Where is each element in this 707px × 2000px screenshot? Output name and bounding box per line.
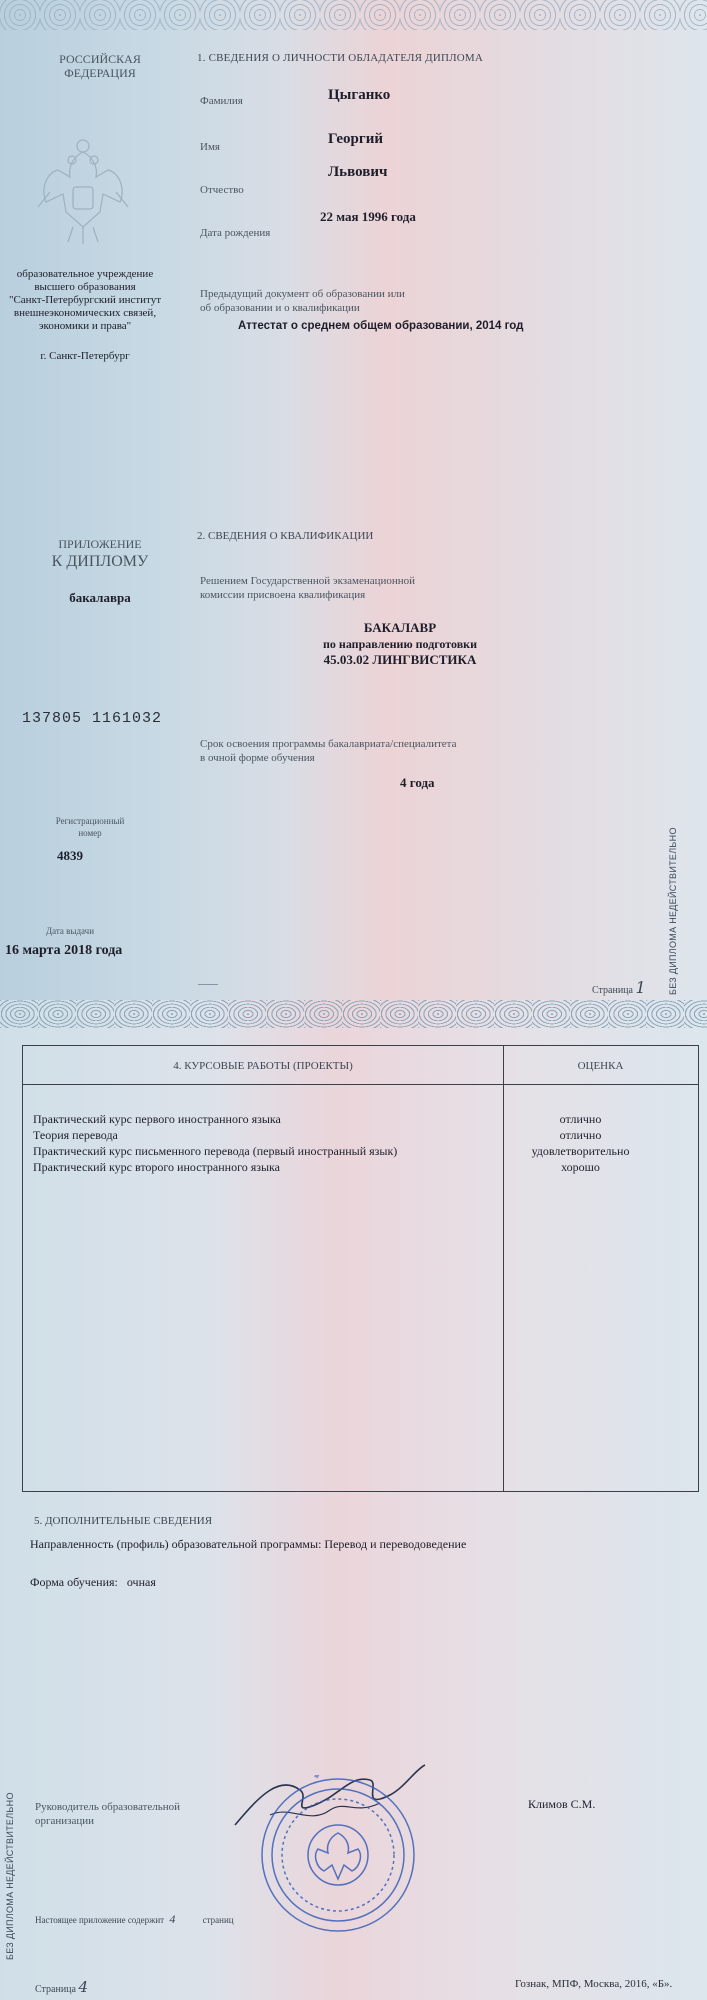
study-form: Форма обучения: очная [30, 1575, 156, 1589]
program-duration-value: 4 года [400, 775, 435, 790]
program-duration-label: Срок освоения программы бакалавриата/специалитета в очной форме обучения [200, 738, 457, 764]
course-grade: хорошо [561, 1160, 600, 1174]
degree-level: бакалавра [69, 590, 131, 605]
section2-title: 2. СВЕДЕНИЯ О КВАЛИФИКАЦИИ [197, 530, 374, 542]
side-warning-text: БЕЗ ДИПЛОМА НЕДЕЙСТВИТЕЛЬНО [668, 827, 678, 995]
course-grade: отлично [559, 1128, 602, 1142]
program-direction: Направленность (профиль) образовательной программы: Перевод и переводоведение [30, 1537, 467, 1551]
section1-title: 1. СВЕДЕНИЯ О ЛИЧНОСТИ ОБЛАДАТЕЛЯ ДИПЛОМА [197, 52, 484, 64]
patronymic-value: Львович [328, 164, 388, 180]
issue-date-label: Дата выдачи [45, 926, 95, 936]
name-label: Имя [200, 141, 220, 153]
course-name: Практический курс первого иностранного языка [33, 1112, 281, 1126]
course-name: Практический курс письменного перевода (первый иностранный язык) [33, 1144, 398, 1158]
official-seal-stamp [258, 1775, 418, 1935]
course-name: Теория перевода [33, 1128, 118, 1142]
table-row [33, 1112, 693, 1128]
commission-text: Решением Государственной экзаменационной комиссии присвоена квалификация [200, 575, 416, 601]
blank-serial-number: 137805 1161032 [22, 710, 163, 727]
registration-number: 4839 [57, 848, 83, 863]
birth-date-value: 22 мая 1996 года [320, 209, 416, 224]
diploma-appendix-page-4 [0, 1000, 707, 2000]
qualification: БАКАЛАВР по направлению подготовки 45.03.02 ЛИНГВИСТИКА [322, 620, 477, 667]
coat-of-arms-emblem [28, 132, 138, 252]
guilloche-border-separator [0, 1000, 707, 1028]
side-warning-text: БЕЗ ДИПЛОМА НЕДЕЙСТВИТЕЛЬНО [5, 1792, 15, 1960]
surname-label: Фамилия [200, 95, 243, 107]
table-row [33, 1144, 693, 1160]
table-row [33, 1160, 693, 1176]
table-header-courses: 4. КУРСОВЫЕ РАБОТЫ (ПРОЕКТЫ) [173, 1060, 353, 1072]
section5-title: 5. ДОПОЛНИТЕЛЬНЫЕ СВЕДЕНИЯ [34, 1515, 213, 1527]
country-title: РОССИЙСКАЯ ФЕДЕРАЦИЯ [59, 52, 141, 80]
appendix-title: ПРИЛОЖЕНИЕ К ДИПЛОМУ [51, 537, 149, 570]
course-name: Практический курс второго иностранного языка [33, 1160, 281, 1174]
course-works-table [22, 1045, 699, 1492]
birth-date-label: Дата рождения [200, 227, 271, 239]
head-of-organization-label: Руководитель образовательной организации [35, 1801, 181, 1827]
institution-city: г. Санкт-Петербург [40, 350, 130, 362]
registration-number-label: Регистрационный номер [55, 816, 125, 838]
divider-line [198, 984, 218, 985]
table-header-divider [23, 1084, 698, 1085]
previous-document-label: Предыдущий документ об образовании или об образовании и о квалификации [200, 288, 405, 314]
appendix-pages-count: Настоящее приложение содержит 4 страниц [35, 1912, 234, 1926]
patronymic-label: Отчество [200, 184, 244, 196]
table-header-grade: ОЦЕНКА [577, 1060, 624, 1072]
page-number-label: Страница 4 [35, 1978, 89, 1996]
guilloche-border-top [0, 0, 707, 30]
course-grade: отлично [559, 1112, 602, 1126]
institution-name: образовательное учреждение высшего образования "Санкт-Петербургский институт внешнеэкономических связей, экономики и права" [8, 268, 162, 332]
name-value: Георгий [328, 131, 383, 147]
surname-value: Цыганко [328, 87, 391, 103]
printer-imprint: Гознак, МПФ, Москва, 2016, «Б». [515, 1978, 673, 1990]
table-row [33, 1128, 693, 1144]
head-name: Климов С.М. [528, 1797, 596, 1811]
previous-document-value: Аттестат о среднем общем образовании, 2014 год [238, 320, 524, 332]
issue-date: 16 марта 2018 года [5, 943, 123, 958]
course-grade: удовлетворительно [531, 1144, 630, 1158]
page-number-label: Страница 1 [592, 978, 646, 997]
